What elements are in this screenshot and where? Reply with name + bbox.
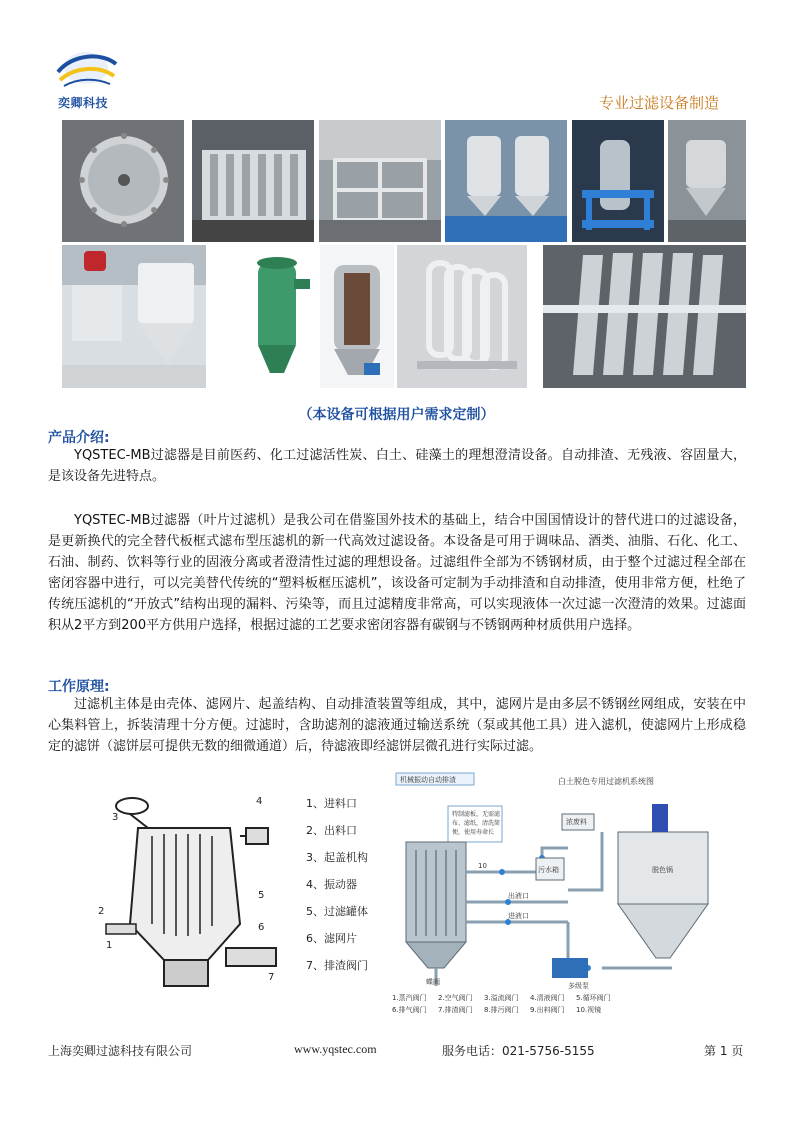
factory-filter-image (668, 120, 746, 242)
diagram-number-2: 2 (98, 906, 105, 917)
green-vertical-filter-image (236, 245, 318, 388)
system-flow-diagram-icon (392, 772, 746, 1016)
blue-frame-filter-image (572, 120, 664, 242)
system-legend-6: 6.排气阀门 (392, 1006, 427, 1014)
system-valve-label: 蝶阀 (426, 978, 440, 986)
legend-item-6: 6、滤网片 (306, 932, 357, 945)
header-slogan: 专业过滤设备制造 (598, 94, 719, 112)
steel-frame-image (319, 120, 441, 242)
diagram-number-4: 4 (256, 796, 263, 807)
legend-item-4: 4、振动器 (306, 878, 357, 891)
legend-item-3: 3、起盖机构 (306, 851, 368, 864)
filter-cutaway-diagram (90, 784, 290, 1012)
footer-website[interactable]: www.yqstec.com (294, 1042, 377, 1056)
hopper-filter-image (62, 245, 206, 388)
horizontal-tank-photo (62, 120, 184, 242)
system-valve-number: 10 (478, 862, 487, 870)
green-vertical-filter-photo (236, 245, 318, 388)
system-legend-3: 3.溢流阀门 (484, 994, 519, 1002)
diagram-legend (306, 796, 396, 985)
diagram-number-7: 7 (268, 972, 275, 983)
open-vertical-filter-image (320, 245, 394, 388)
filter-leaf-rack-image (397, 245, 527, 388)
system-diagram (392, 772, 746, 1016)
system-legend-1: 1.蒸汽阀门 (392, 994, 427, 1002)
system-tank-label-2: 污水箱 (538, 866, 559, 874)
system-legend-2: 2.空气阀门 (438, 994, 473, 1002)
system-legend-5: 5.循环阀门 (576, 994, 611, 1002)
leaf-array-closeup-photo (543, 245, 746, 388)
system-note-line-2: 布、滤纸，清洗简 (452, 820, 501, 827)
footer-company: 上海奕卿过滤科技有限公司 (48, 1044, 193, 1058)
system-vibration-tag: 机械振动自动排渣 (400, 776, 456, 784)
diagram-number-1: 1 (106, 940, 113, 951)
factory-line-photo (668, 120, 746, 242)
leaf-plates-photo (192, 120, 314, 242)
system-legend-10: 10.视镜 (576, 1006, 602, 1014)
frame-skid-photo (319, 120, 441, 242)
system-note-line-3: 便，使用寿命长 (452, 829, 495, 836)
legend-item-5: 5、过滤罐体 (306, 905, 368, 918)
system-note-line-1: 特制滤板，无需滤 (452, 811, 501, 818)
company-logo (52, 50, 122, 112)
diagram-number-5: 5 (258, 890, 265, 901)
intro-paragraph-1: YQSTEC-MB过滤器是目前医药、化工过滤活性炭、白土、硅藻土的理想澄清设备。自动排渣、无残液、容固量大，是该设备先进特点。 (48, 448, 746, 484)
system-outlet-label: 出液口 (508, 892, 529, 900)
open-vertical-filter-photo (320, 245, 394, 388)
system-inlet-label: 进液口 (508, 912, 529, 920)
footer-page-number: 第 1 页 (704, 1044, 744, 1058)
system-legend-4: 4.清液阀门 (530, 994, 565, 1002)
diagram-number-3: 3 (112, 812, 119, 823)
system-title: 白土脱色专用过滤机系统图 (558, 777, 654, 786)
horizontal-leaf-filter-image (62, 120, 184, 242)
legend-item-7: 7、排渣阀门 (306, 959, 368, 972)
twin-tank-image (445, 120, 567, 242)
logo-text: 奕卿科技 (58, 96, 109, 110)
legend-item-1: 1、进料口 (306, 797, 357, 810)
filter-leaves-image (192, 120, 314, 242)
filter-cutaway-drawing-icon (90, 784, 290, 1012)
hopper-photo (62, 245, 206, 388)
intro-paragraph-2: YQSTEC-MB过滤器（叶片过滤机）是我公司在借鉴国外技术的基础上，结合中国国情设计的替代进口的过滤设备，是更新换代的完全替代板框式滤布型压滤机的新一代高效过滤设备。本设备是可用于调味品、酒类、油脂、石化、化工、石油、制药、饮料等行业的固液分离或者澄清性过滤的理想设备。过滤组件全部为不锈钢材质，由于整个过滤过程全部在密闭容器中进行，可以完美替代传统的“塑料板框压滤机”，该设备可定制为手动排渣和自动排渣，使用非常方便，杜绝了传统压滤机的“开放式”结构出现的漏料、污染等，而且过滤精度非常高，可以实现液体一次过滤一次澄清的效果。过滤面积从2平方到200平方供用户选择，根据过滤的工艺要求密闭容器有碳钢与不锈钢两种材质供用户选择。 (48, 513, 746, 633)
blue-frame-photo (572, 120, 664, 242)
system-legend-8: 8.排污阀门 (484, 1006, 519, 1014)
diagram-number-6: 6 (258, 922, 265, 933)
customization-note: （本设备可根据用户需求定制） (298, 407, 495, 423)
system-pump-label: 多级泵 (568, 982, 589, 990)
principle-title: 工作原理: (48, 679, 110, 695)
twin-tank-photo (445, 120, 567, 242)
principle-paragraph-1: 过滤机主体是由壳体、滤网片、起盖结构、自动排渣装置等组成，其中，滤网片是由多层不锈钢丝网组成，安装在中心集料管上，拆装清理十分方便。过滤时，含助滤剂的滤液通过输送系统（泵或其他工具）进入滤机，使滤网片上形成稳定的滤饼（滤饼层可提供无数的细微通道）后，待滤液即经滤饼层微孔进行实际过滤。 (48, 697, 746, 754)
system-legend-9: 9.出料阀门 (530, 1006, 565, 1014)
system-legend-7: 7.排渣阀门 (438, 1006, 473, 1014)
footer-phone: 服务电话：021-5756-5155 (442, 1044, 595, 1058)
logo-icon (52, 50, 122, 96)
system-big-tank-label: 脱色锅 (652, 866, 673, 874)
legend-item-2: 2、出料口 (306, 824, 357, 837)
leaf-array-closeup-image (543, 245, 746, 388)
filter-leaf-rack-photo (397, 245, 527, 388)
intro-title: 产品介绍: (48, 430, 110, 446)
system-tank-label-1: 浓废料 (566, 818, 587, 826)
